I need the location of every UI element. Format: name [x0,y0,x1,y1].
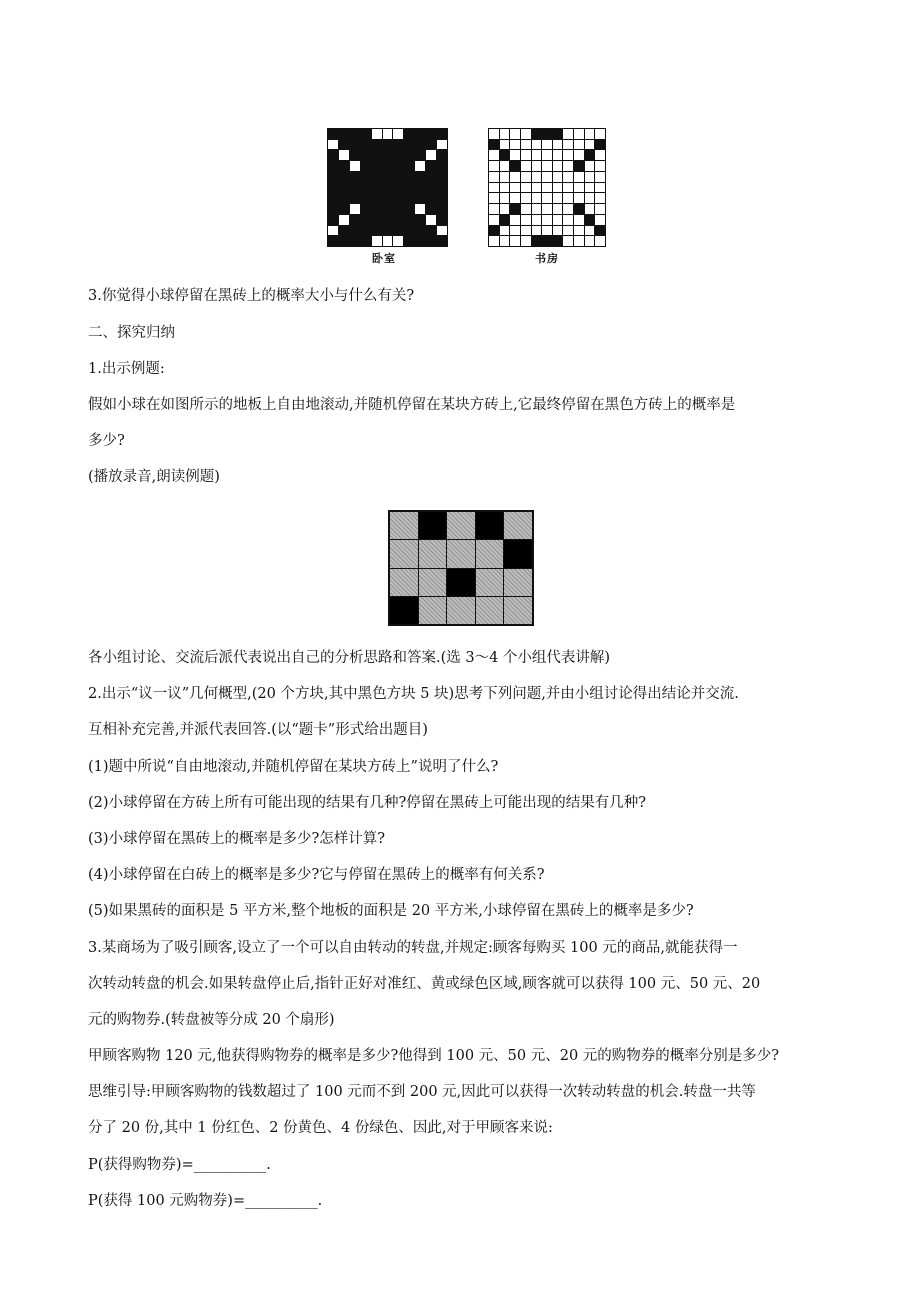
black-tile [361,204,371,214]
guidance-line-2: 分了 20 份,其中 1 份红色、2 份黄色、4 份绿色、因此,对于甲顾客来说: [88,1120,553,1136]
light-tile [532,204,542,214]
light-tile [489,183,499,193]
light-tile [563,140,573,150]
black-tile [415,193,425,203]
light-tile [553,183,563,193]
light-tile [563,215,573,225]
light-tile [542,140,552,150]
light-tile [521,236,531,246]
black-tile [404,236,414,246]
black-tile [372,215,382,225]
black-tile [426,140,436,150]
black-tile [404,193,414,203]
light-tile [521,204,531,214]
study-floor-pattern [488,128,606,247]
light-tile [419,597,447,624]
item-2-line-2: 互相补充完善,并派代表回答.(以“题卡”形式给出题目) [88,722,428,738]
light-tile [542,193,552,203]
black-tile [328,172,338,182]
black-tile [339,236,349,246]
light-tile [500,140,510,150]
black-tile [426,161,436,171]
black-tile [404,215,414,225]
light-tile [419,569,447,596]
light-tile [500,204,510,214]
black-tile [553,236,563,246]
light-tile [521,150,531,160]
light-tile [574,140,584,150]
black-tile [393,204,403,214]
light-tile [390,512,418,539]
item-3-line-3: 元的购物券.(转盘被等分成 20 个扇形) [88,1012,335,1028]
black-tile [372,150,382,160]
light-tile [563,172,573,182]
light-tile [489,172,499,182]
light-tile [521,161,531,171]
light-tile [476,540,504,567]
black-tile [437,183,447,193]
black-tile [415,172,425,182]
black-tile [383,204,393,214]
black-tile [415,140,425,150]
light-tile [350,161,360,171]
light-tile [595,236,605,246]
guidance-line-1: 思维引导:甲顾客购物的钱数超过了 100 元而不到 200 元,因此可以获得一次转动转盘的机会.转盘一共等 [88,1084,756,1100]
light-tile [500,161,510,171]
light-tile [500,193,510,203]
black-tile [328,215,338,225]
black-tile [328,150,338,160]
black-tile [574,161,584,171]
light-tile [510,150,520,160]
light-tile [574,193,584,203]
light-tile [510,172,520,182]
light-tile [532,215,542,225]
item-1-heading: 1.出示例题: [88,361,165,377]
probability-blank-2: P(获得 100 元购物券)=__________. [88,1193,323,1209]
light-tile [521,140,531,150]
black-tile [383,215,393,225]
light-tile [504,597,532,624]
black-tile [426,193,436,203]
light-tile [563,150,573,160]
light-tile [532,172,542,182]
black-tile [339,161,349,171]
black-tile [447,569,475,596]
light-tile [553,150,563,160]
light-tile [328,140,338,150]
light-tile [489,161,499,171]
example-floor-figure [388,510,534,626]
black-tile [585,150,595,160]
black-tile [415,236,425,246]
light-tile [489,193,499,203]
black-tile [339,172,349,182]
light-tile [328,226,338,236]
light-tile [585,236,595,246]
light-tile [574,172,584,182]
light-tile [510,129,520,139]
light-tile [521,172,531,182]
black-tile [437,161,447,171]
light-tile [595,150,605,160]
black-tile [393,150,403,160]
light-tile [437,140,447,150]
black-tile [372,140,382,150]
light-tile [510,193,520,203]
black-tile [328,193,338,203]
black-tile [404,183,414,193]
light-tile [415,161,425,171]
black-tile [390,597,418,624]
black-tile [393,140,403,150]
black-tile [437,129,447,139]
light-tile [426,150,436,160]
black-tile [361,140,371,150]
black-tile [339,204,349,214]
black-tile [426,172,436,182]
light-tile [489,215,499,225]
bedroom-caption: 卧室 [372,252,396,265]
black-tile [361,129,371,139]
black-tile [426,129,436,139]
black-tile [393,161,403,171]
light-tile [585,204,595,214]
black-tile [393,226,403,236]
light-tile [574,215,584,225]
black-tile [328,161,338,171]
light-tile [500,129,510,139]
black-tile [372,172,382,182]
question-3: 3.你觉得小球停留在黑砖上的概率大小与什么有关? [88,288,415,304]
sub-question-4: (4)小球停留在白砖上的概率是多少?它与停留在黑砖上的概率有何关系? [88,867,545,883]
black-tile [542,236,552,246]
light-tile [595,193,605,203]
black-tile [437,204,447,214]
sub-question-3: (3)小球停留在黑砖上的概率是多少?怎样计算? [88,831,386,847]
light-tile [585,129,595,139]
light-tile [563,129,573,139]
black-tile [437,215,447,225]
black-tile [437,193,447,203]
light-tile [383,129,393,139]
light-tile [585,183,595,193]
black-tile [437,150,447,160]
light-tile [489,204,499,214]
light-tile [563,226,573,236]
black-tile [361,150,371,160]
black-tile [415,150,425,160]
light-tile [595,172,605,182]
light-tile [532,226,542,236]
black-tile [350,226,360,236]
section-heading: 二、探究归纳 [88,325,175,341]
black-tile [372,183,382,193]
light-tile [553,193,563,203]
black-tile [404,172,414,182]
black-tile [350,193,360,203]
bedroom-floor-pattern [327,128,448,247]
black-tile [510,161,520,171]
light-tile [383,236,393,246]
black-tile [383,226,393,236]
light-tile [542,150,552,160]
black-tile [415,183,425,193]
black-tile [553,129,563,139]
black-tile [372,193,382,203]
black-tile [361,226,371,236]
black-tile [350,172,360,182]
light-tile [585,193,595,203]
light-tile [510,226,520,236]
black-tile [328,129,338,139]
light-tile [553,226,563,236]
black-tile [426,204,436,214]
black-tile [404,161,414,171]
black-tile [532,129,542,139]
black-tile [328,204,338,214]
black-tile [404,140,414,150]
black-tile [393,183,403,193]
black-tile [404,204,414,214]
black-tile [489,140,499,150]
light-tile [500,183,510,193]
light-tile [390,540,418,567]
light-tile [393,236,403,246]
black-tile [328,236,338,246]
black-tile [500,150,510,160]
light-tile [339,150,349,160]
black-tile [393,193,403,203]
light-tile [532,150,542,160]
black-tile [383,183,393,193]
black-tile [393,215,403,225]
black-tile [383,161,393,171]
black-tile [328,183,338,193]
item-3-line-2: 次转动转盘的机会.如果转盘停止后,指针正好对准红、黄或绿色区域,顾客就可以获得 100 元、50 元、20 [88,976,761,992]
black-tile [383,193,393,203]
black-tile [350,129,360,139]
black-tile [372,161,382,171]
light-tile [574,236,584,246]
light-tile [553,172,563,182]
light-tile [574,226,584,236]
light-tile [574,183,584,193]
light-tile [542,226,552,236]
black-tile [404,226,414,236]
light-tile [510,215,520,225]
black-tile [383,150,393,160]
light-tile [489,150,499,160]
light-tile [393,129,403,139]
light-tile [553,204,563,214]
light-tile [476,597,504,624]
black-tile [415,215,425,225]
light-tile [542,215,552,225]
black-tile [426,226,436,236]
light-tile [510,183,520,193]
light-tile [350,204,360,214]
black-tile [419,512,447,539]
light-tile [563,236,573,246]
light-tile [521,226,531,236]
black-tile [372,226,382,236]
light-tile [500,236,510,246]
example-text-line-2: 多少? [88,433,125,449]
light-tile [521,193,531,203]
black-tile [361,193,371,203]
black-tile [585,215,595,225]
black-tile [437,172,447,182]
black-tile [542,129,552,139]
probability-blank-1: P(获得购物券)=__________. [88,1157,271,1173]
black-tile [532,236,542,246]
light-tile [595,161,605,171]
light-tile [532,140,542,150]
light-tile [489,129,499,139]
light-tile [372,236,382,246]
black-tile [339,193,349,203]
light-tile [563,193,573,203]
light-tile [510,236,520,246]
black-tile [437,236,447,246]
light-tile [563,183,573,193]
black-tile [504,540,532,567]
light-tile [390,569,418,596]
customer-question: 甲顾客购物 120 元,他获得购物券的概率是多少?他得到 100 元、50 元、20 元的购物券的概率分别是多少? [88,1048,780,1064]
black-tile [339,129,349,139]
black-tile [361,183,371,193]
light-tile [500,172,510,182]
light-tile [585,172,595,182]
light-tile [447,512,475,539]
black-tile [383,140,393,150]
light-tile [372,129,382,139]
light-tile [595,215,605,225]
black-tile [404,150,414,160]
light-tile [585,161,595,171]
light-tile [419,540,447,567]
sub-question-5: (5)如果黑砖的面积是 5 平方米,整个地板的面积是 20 平方米,小球停留在黑砖上的概率是多少? [88,903,694,919]
light-tile [532,161,542,171]
example-note: (播放录音,朗读例题) [88,469,220,485]
black-tile [350,236,360,246]
light-tile [521,215,531,225]
black-tile [372,204,382,214]
black-tile [510,204,520,214]
black-tile [476,512,504,539]
light-tile [504,512,532,539]
light-tile [574,150,584,160]
light-tile [553,215,563,225]
light-tile [521,129,531,139]
sub-question-2: (2)小球停留在方砖上所有可能出现的结果有几种?停留在黑砖上可能出现的结果有几种? [88,795,647,811]
light-tile [585,226,595,236]
black-tile [350,140,360,150]
black-tile [595,140,605,150]
light-tile [553,140,563,150]
black-tile [404,129,414,139]
light-tile [415,204,425,214]
light-tile [500,226,510,236]
item-2-line-1: 2.出示“议一议”几何概型,(20 个方块,其中黑色方块 5 块)思考下列问题,并由小组讨论得出结论并交流. [88,686,739,702]
sub-question-1: (1)题中所说“自由地滚动,并随机停留在某块方砖上”说明了什么? [88,759,499,775]
light-tile [574,129,584,139]
black-tile [500,215,510,225]
light-tile [542,161,552,171]
light-tile [447,597,475,624]
black-tile [361,161,371,171]
light-tile [504,569,532,596]
black-tile [361,215,371,225]
black-tile [489,226,499,236]
light-tile [489,236,499,246]
black-tile [350,183,360,193]
light-tile [437,226,447,236]
black-tile [383,172,393,182]
light-tile [595,183,605,193]
black-tile [574,204,584,214]
black-tile [339,140,349,150]
black-tile [415,226,425,236]
light-tile [447,540,475,567]
light-tile [563,161,573,171]
black-tile [361,172,371,182]
light-tile [553,161,563,171]
light-tile [542,204,552,214]
black-tile [361,236,371,246]
item-3-line-1: 3.某商场为了吸引顾客,设立了一个可以自由转动的转盘,并规定:顾客每购买 100 元的商品,就能获得一 [88,940,738,956]
light-tile [426,215,436,225]
light-tile [542,172,552,182]
black-tile [393,172,403,182]
black-tile [426,236,436,246]
black-tile [350,215,360,225]
light-tile [563,204,573,214]
study-caption: 书房 [535,252,559,265]
light-tile [339,215,349,225]
black-tile [426,183,436,193]
light-tile [595,129,605,139]
light-tile [595,204,605,214]
example-text-line-1: 假如小球在如图所示的地板上自由地滚动,并随机停留在某块方砖上,它最终停留在黑色方砖上的概率是 [88,397,736,413]
discussion-line: 各小组讨论、交流后派代表说出自己的分析思路和答案.(选 3～4 个小组代表讲解) [88,650,611,666]
light-tile [532,193,542,203]
light-tile [521,183,531,193]
light-tile [510,140,520,150]
black-tile [339,183,349,193]
black-tile [350,150,360,160]
light-tile [585,140,595,150]
light-tile [542,183,552,193]
black-tile [415,129,425,139]
light-tile [476,569,504,596]
black-tile [595,226,605,236]
black-tile [339,226,349,236]
light-tile [532,183,542,193]
